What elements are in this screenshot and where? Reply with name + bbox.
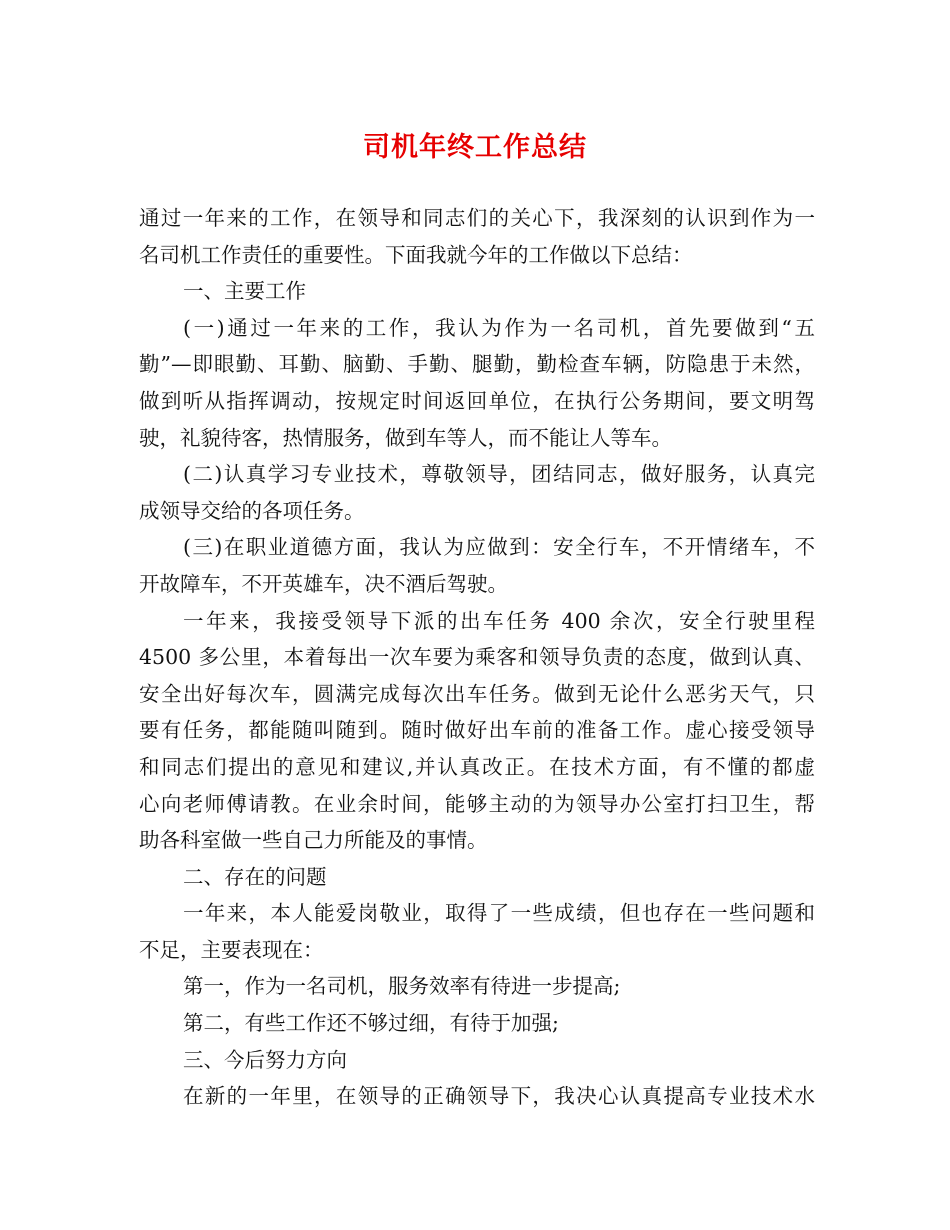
body-line: 一年来，本人能爱岗敬业，取得了一些成绩，但也存在一些问题和 [183,901,815,926]
body-line: 第二，有些工作还不够过细，有待于加强; [183,1011,559,1036]
body-line: 第一，作为一名司机，服务效率有待进一步提高; [183,974,621,999]
body-line: 一年来，我接受领导下派的出车任务 400 余次，安全行驶里程 [183,608,815,633]
body-line: 不足，主要表现在： [139,937,324,962]
body-line: 心向老师傅请教。在业余时间，能够主动的为领导办公室打扫卫生，帮 [139,791,815,816]
body-line: 驶，礼貌待客，热情服务，做到车等人，而不能让人等车。 [139,425,672,450]
body-line: 在新的一年里，在领导的正确领导下，我决心认真提高专业技术水 [183,1084,815,1109]
body-line: 4500 多公里，本着每出一次车要为乘客和领导负责的态度，做到认真、 [139,645,815,670]
body-line: (三)在职业道德方面，我认为应做到：安全行车，不开情绪车，不 [183,535,815,560]
body-line: 一、主要工作 [183,279,306,304]
body-line: 安全出好每次车，圆满完成每次出车任务。做到无论什么恶劣天气，只 [139,681,815,706]
body-line: 要有任务，都能随叫随到。随时做好出车前的准备工作。虚心接受领导 [139,718,815,743]
body-line: 开故障车，不开英雄车，决不酒后驾驶。 [139,571,508,596]
body-line: (二)认真学习专业技术，尊敬领导，团结同志，做好服务，认真完 [183,462,815,487]
body-line: 勤”—即眼勤、耳勤、脑勤、手勤、腿勤，勤检查车辆，防隐患于未然， [139,352,815,377]
document-title: 司机年终工作总结 [363,132,587,163]
body-line: 做到听从指挥调动，按规定时间返回单位，在执行公务期间，要文明驾 [139,388,815,413]
body-line: 二、存在的问题 [183,864,327,889]
body-line: (一)通过一年来的工作，我认为作为一名司机，首先要做到“五 [183,315,815,340]
body-line: 通过一年来的工作，在领导和同志们的关心下，我深刻的认识到作为一 [139,206,815,230]
body-line: 名司机工作责任的重要性。下面我就今年的工作做以下总结： [139,242,693,267]
body-line: 助各科室做一些自己力所能及的事情。 [139,828,488,853]
body-line: 三、今后努力方向 [183,1047,347,1072]
body-line: 和同志们提出的意见和建议,并认真改正。在技术方面，有不懂的都虚 [139,754,815,779]
body-line: 成领导交给的各项任务。 [139,498,365,523]
document-body [139,200,815,1115]
